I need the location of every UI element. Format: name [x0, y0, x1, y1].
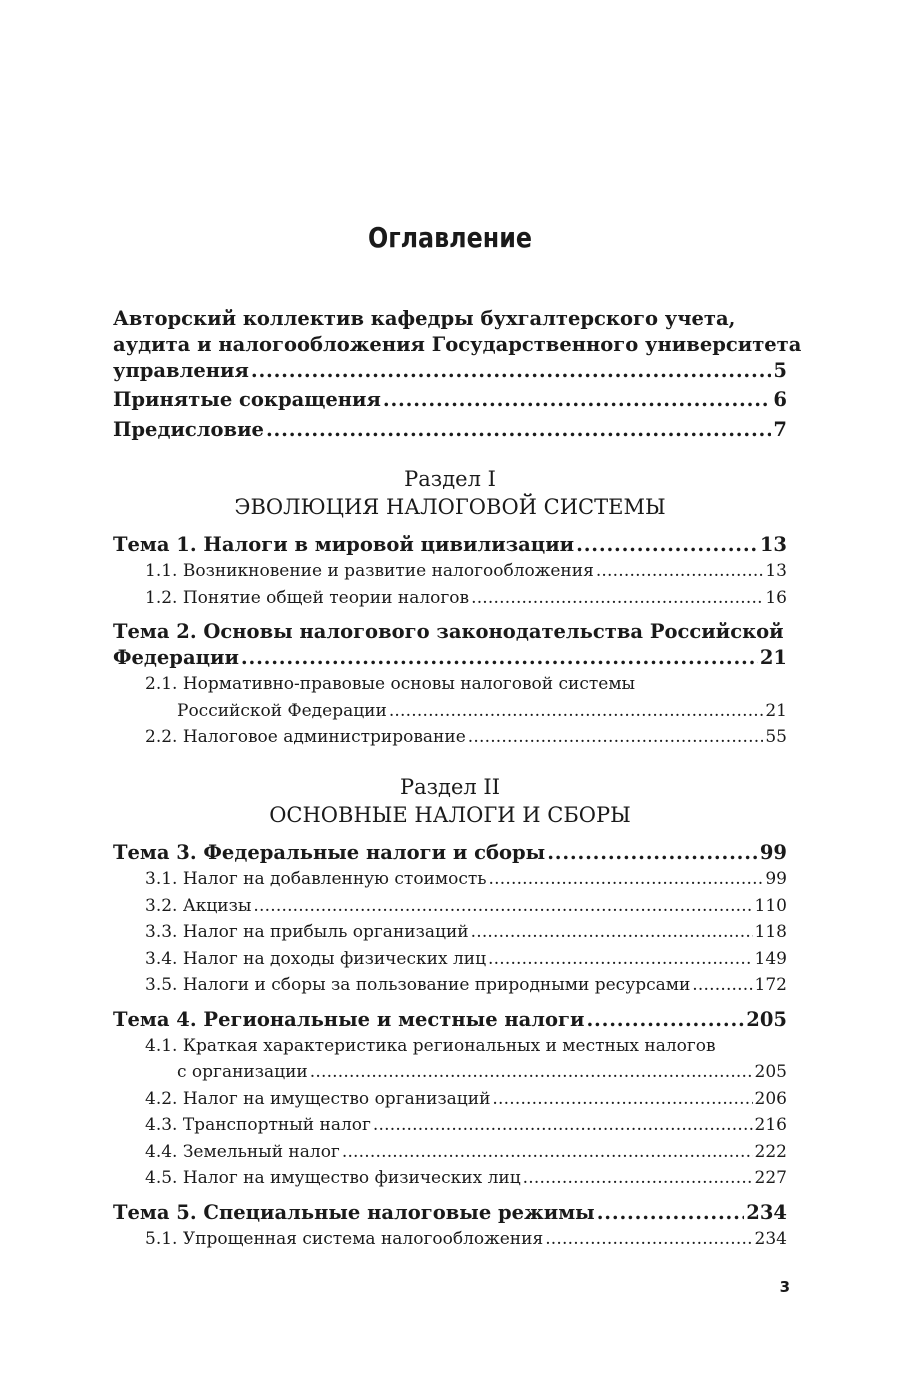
leader-dots — [310, 1059, 753, 1086]
leader-dots — [523, 1165, 753, 1192]
toc-page-number: 99 — [765, 869, 787, 889]
toc-topic-title: Федерации — [113, 646, 239, 669]
toc-subentry-title: Российской Федерации — [177, 700, 387, 721]
leader-dots — [489, 866, 764, 893]
toc-subentry[interactable] — [113, 893, 787, 920]
leader-dots — [692, 972, 752, 999]
toc-subentry[interactable] — [113, 1112, 787, 1139]
leader-dots — [471, 919, 753, 946]
toc-subentry-title: с организации — [177, 1062, 308, 1082]
leader-dots — [373, 1112, 753, 1139]
section-name: ОСНОВНЫЕ НАЛОГИ И СБОРЫ — [269, 803, 631, 827]
toc-page-number: 216 — [754, 1115, 787, 1135]
leader-dots — [576, 532, 758, 558]
toc-subentry[interactable] — [113, 946, 787, 973]
toc-page-number: 118 — [754, 922, 787, 942]
section-label: Раздел I — [404, 467, 496, 491]
toc-page-number: 110 — [754, 895, 787, 916]
toc-entry-title: управления — [113, 359, 249, 382]
toc-subentry[interactable] — [113, 1165, 787, 1192]
leader-dots — [471, 585, 763, 612]
toc-topic-title: Тема 3. Федеральные налоги и сборы — [113, 841, 546, 864]
section-heading — [0, 465, 900, 521]
leader-dots — [488, 946, 753, 973]
toc-page-number: 205 — [746, 1007, 787, 1031]
toc-topic-line: Тема 2. Основы налогового законодательства Российской — [113, 620, 784, 643]
leader-dots — [253, 893, 752, 920]
toc-topic-title: Тема 4. Региональные и местные налоги — [113, 1007, 585, 1031]
toc-page-number: 227 — [754, 1168, 787, 1188]
toc-subentry[interactable] — [113, 1226, 787, 1253]
section-label: Раздел II — [399, 775, 501, 799]
toc-page-number: 222 — [754, 1141, 787, 1162]
toc-topic-title: Тема 5. Специальные налоговые режимы — [113, 1200, 595, 1224]
leader-dots — [547, 840, 758, 866]
leader-dots — [266, 417, 771, 443]
toc-subentry[interactable] — [113, 558, 787, 585]
toc-subentry-line: 4.1. Краткая характеристика региональных и местных налогов — [145, 1035, 716, 1056]
toc-subentry[interactable] — [113, 919, 787, 946]
toc-subentry[interactable] — [113, 1139, 787, 1166]
toc-topic[interactable] — [113, 532, 787, 558]
leader-dots — [383, 387, 772, 413]
toc-subentry[interactable] — [113, 1033, 787, 1086]
toc-subentry-title: 4.5. Налог на имущество физических лиц — [145, 1168, 521, 1188]
section-name: ЭВОЛЮЦИЯ НАЛОГОВОЙ СИСТЕМЫ — [234, 495, 666, 519]
toc-subentry-title: 2.2. Налоговое администрирование — [145, 727, 466, 747]
leader-dots — [596, 558, 764, 585]
toc-subentry-line: 2.1. Нормативно-правовые основы налоговой системы — [145, 674, 636, 694]
toc-page-number: 99 — [759, 841, 787, 864]
toc-page-number: 21 — [759, 646, 787, 669]
leader-dots — [586, 1007, 744, 1033]
toc-page-number: 13 — [765, 561, 787, 581]
toc-topic[interactable] — [113, 1007, 787, 1033]
leader-dots — [241, 645, 758, 671]
toc-subentry-title: 1.1. Возникновение и развитие налогообложения — [145, 561, 594, 581]
leader-dots — [468, 724, 764, 751]
toc-subentry-title: 3.5. Налоги и сборы за пользование природными ресурсами — [145, 975, 691, 995]
toc-topic[interactable] — [113, 1200, 787, 1226]
toc-subentry-title: 4.3. Транспортный налог — [145, 1115, 371, 1135]
toc-subentry-title: 4.2. Налог на имущество организаций — [145, 1088, 491, 1109]
toc-topic-title: Тема 1. Налоги в мировой цивилизации — [113, 533, 575, 556]
toc-entry[interactable] — [113, 417, 787, 443]
section-2-list — [113, 840, 787, 1252]
toc-page-number: 6 — [773, 388, 787, 411]
toc-topic[interactable] — [113, 619, 787, 671]
toc-subentry-title: 3.1. Налог на добавленную стоимость — [145, 869, 487, 889]
leader-dots — [389, 698, 764, 725]
page-title: Оглавление — [367, 221, 533, 254]
toc-page-number: 7 — [773, 418, 787, 441]
toc-page-number: 13 — [759, 533, 787, 556]
leader-dots — [342, 1139, 753, 1166]
leader-dots — [545, 1226, 752, 1253]
toc-subentry-title: 4.4. Земельный налог — [145, 1141, 340, 1162]
section-1-list — [113, 532, 787, 751]
front-matter-list — [113, 306, 802, 443]
leader-dots — [251, 358, 772, 384]
leader-dots — [492, 1086, 752, 1113]
toc-subentry[interactable] — [113, 972, 787, 999]
toc-page-number: 21 — [765, 700, 787, 721]
toc-entry-line: аудита и налогообложения Государственного университета — [113, 333, 802, 356]
toc-subentry[interactable] — [113, 1086, 787, 1113]
toc-topic[interactable] — [113, 840, 787, 866]
toc-page-number: 5 — [773, 359, 787, 382]
toc-subentry-title: 3.4. Налог на доходы физических лиц — [145, 948, 487, 969]
toc-subentry-title: 3.3. Налог на прибыль организаций — [145, 922, 469, 942]
toc-subentry-title: 3.2. Акцизы — [145, 895, 252, 916]
toc-page-number: 172 — [754, 975, 787, 995]
toc-page-number: 205 — [754, 1062, 787, 1082]
toc-subentry[interactable] — [113, 671, 787, 724]
page-number: 3 — [779, 1278, 790, 1296]
leader-dots — [597, 1200, 745, 1226]
toc-page-number: 234 — [754, 1228, 787, 1249]
toc-page-number: 55 — [765, 727, 787, 747]
toc-entry-title: Предисловие — [113, 418, 264, 441]
section-heading — [0, 773, 900, 829]
toc-entry-title: Принятые сокращения — [113, 388, 381, 411]
toc-entry[interactable] — [113, 306, 802, 384]
toc-subentry[interactable] — [113, 866, 787, 893]
toc-entry-line: Авторский коллектив кафедры бухгалтерского учета, — [113, 307, 736, 330]
toc-page-number: 149 — [754, 948, 787, 969]
toc-page-number: 16 — [765, 587, 787, 608]
toc-subentry[interactable] — [113, 724, 787, 751]
toc-page-number: 234 — [746, 1200, 787, 1224]
toc-entry[interactable] — [113, 387, 787, 413]
toc-page-number: 206 — [754, 1088, 787, 1109]
toc-subentry-title: 5.1. Упрощенная система налогообложения — [145, 1228, 544, 1249]
toc-subentry[interactable] — [113, 585, 787, 612]
toc-subentry-title: 1.2. Понятие общей теории налогов — [145, 587, 470, 608]
